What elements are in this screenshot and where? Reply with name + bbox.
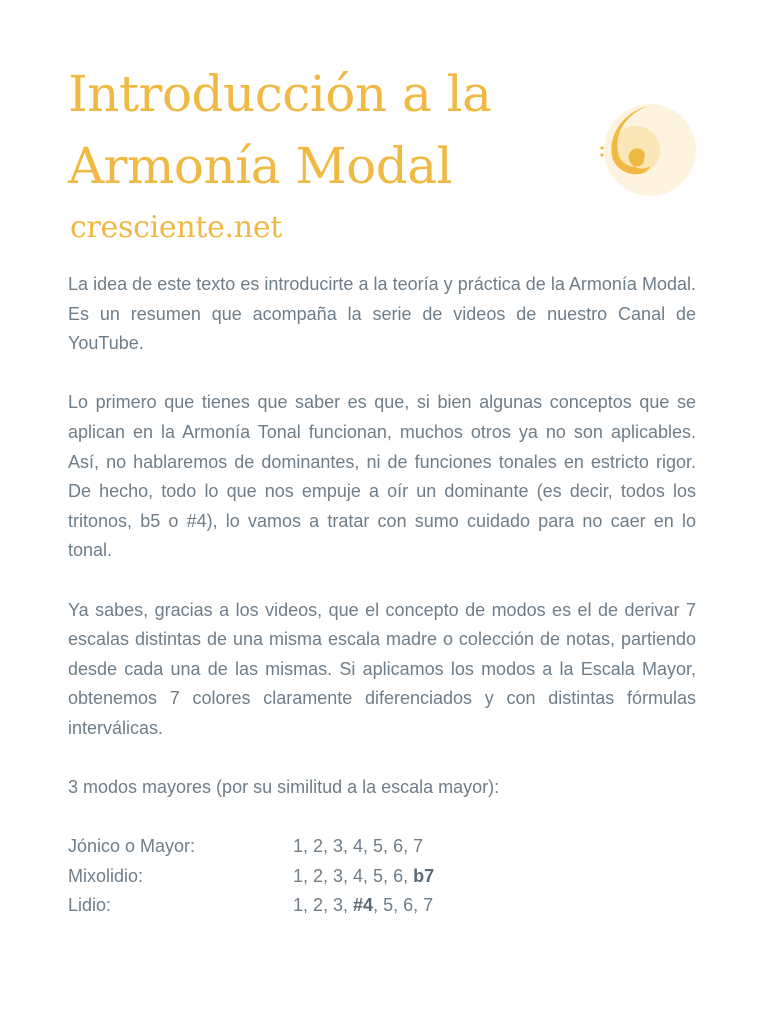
mode-name: Lidio: <box>68 895 112 916</box>
modes-list <box>68 832 696 921</box>
mode-row-jonico <box>68 832 696 862</box>
mode-row-mixolidio <box>68 862 696 892</box>
mode-formula: 1, 2, 3, #4, 5, 6, 7 <box>293 895 434 916</box>
site-name: cresciente.net <box>70 210 283 245</box>
mode-formula: 1, 2, 3, 4, 5, 6, b7 <box>293 865 435 886</box>
mode-formula: 1, 2, 3, 4, 5, 6, 7 <box>293 836 424 857</box>
document-body <box>68 270 696 921</box>
paragraph-concepts: Lo primero que tienes que saber es que, si bien algunas conceptos que se aplican en la Armonía Tonal funcionan, muchos otros ya no son aplicables. Así, no hablaremos de dominantes, ni de funciones tonales en estricto rigor. De hecho, todo lo que nos empuje a oír un dominante (es decir, todos los tritonos, b5 o #4), lo vamos a tratar con sumo cuidado para no caer en lo tonal. <box>68 392 696 561</box>
crescent-logo-icon <box>596 100 700 200</box>
mode-name: Mixolidio: <box>68 865 144 886</box>
mode-row-lidio <box>68 891 696 921</box>
title-line-2: Armonía Modal <box>68 137 453 195</box>
mode-name: Jónico o Mayor: <box>68 836 196 857</box>
page-title <box>68 58 588 202</box>
paragraph-modes: Ya sabes, gracias a los videos, que el concepto de modos es el de derivar 7 escalas distintas de una misma escala madre o colección de notas, partiendo desde cada una de las mismas. Si aplicamos los modos a la Escala Mayor, obtenemos 7 colores claramente diferenciados y con distintas fórmulas interválicas. <box>68 599 696 738</box>
modes-intro: 3 modos mayores (por su similitud a la escala mayor): <box>68 777 500 798</box>
paragraph-intro: La idea de este texto es introducirte a la teoría y práctica de la Armonía Modal. Es un resumen que acompaña la serie de videos de nuestro Canal de YouTube. <box>68 274 696 354</box>
title-line-1: Introducción a la <box>68 65 492 123</box>
